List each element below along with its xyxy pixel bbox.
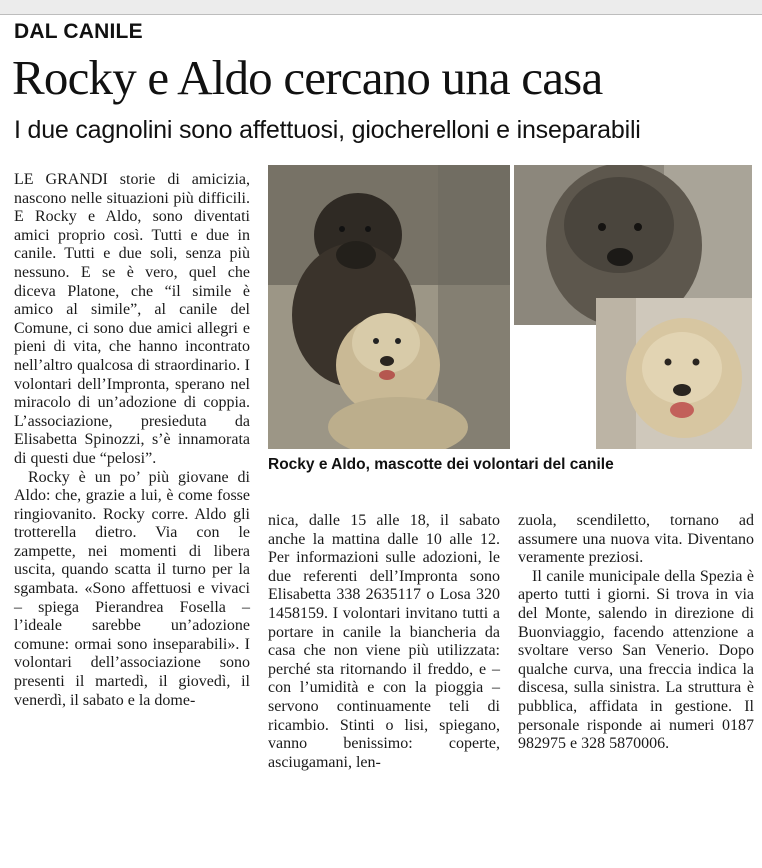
paragraph-1: [14, 171, 250, 469]
section-kicker: DAL CANILE: [14, 20, 143, 43]
photo-caption: Rocky e Aldo, mascotte dei volontari del canile: [268, 456, 614, 473]
article-headline: Rocky e Aldo cercano una casa: [12, 50, 603, 105]
paragraph-4: zuola, scendiletto, tornano ad assumere una nuova vita. Diventano veramente preziosi.: [518, 512, 754, 567]
article-subheadline: I due cagnolini sono affettuosi, giocherelloni e inseparabili: [14, 116, 641, 144]
article-column-3: [518, 512, 754, 754]
article-column-1: [14, 171, 250, 710]
paragraph-5: Il canile municipale della Spezia è aperto tutti i giorni. Si trova in via del Monte, salendo in direzione di Buonviaggio, facendo attenzione a svoltare verso San Venerio. Dopo qualche curva, una freccia indica la discesa, sulla sinistra. La struttura è pubblica, affidata in gestione. Il personale risponde ai numeri 0187 982975 e 328 5870006.: [518, 567, 754, 753]
photo-aldo-closeup: [596, 298, 752, 449]
article-column-2: [268, 512, 500, 772]
paragraph-2: Rocky è un po’ più giovane di Aldo: che, grazie a lui, è come fosse ringiovanito. Rocky corre. Aldo gli trotterella dietro. Via con le zampette, nei momenti di libera uscita, quando scatta il turno per la sgambata. «Sono affettuosi e vivaci – spiega Pierandrea Fosella – l’ideale sarebbe un’adozione comune: ormai sono inseparabili». I volontari dell’associazione sono presenti il martedì, il giovedì, il venerdì, il sabato e la dome-: [14, 468, 250, 709]
page-top-rule: [0, 14, 762, 15]
paragraph-3: nica, dalle 15 alle 18, il sabato anche la mattina dalle 10 alle 12. Per informazioni sulle adozioni, le due referenti dell’Impronta sono Elisabetta 338 2635117 o Losa 320 1458159. I volontari invitano tutti a portare in canile la biancheria da casa che non viene più utilizzata: perché sta ritornando il freddo, e – con l’umidità e con la pioggia – servono continuamente teli di ricambio. Stinti o lisi, spiegano, vanno benissimo: coperte, asciugamani, len-: [268, 512, 500, 771]
paragraph-1-body: storie di amicizia, nascono nelle situazioni più difficili. E Rocky e Aldo, sono diventati amici proprio così. Tutti e due in canile. Tutti e due soli, senza più nessuno. E se è vero, quel che diceva Platone, che “il simile è amico al simile”, al canile del Comune, ci sono due amici allegri e pieni di vita, che hanno incontrato nell’altro qualcosa di straordinario. I volontari dell’Impronta, sperano nel miracolo di un’adozione di coppia. L’associazione, presieduta da Elisabetta Spinozzi, s’è innamorata di questi due “pelosi”.: [14, 171, 250, 467]
photo-rocky-and-aldo: [268, 165, 510, 449]
lead-in-text: LE GRANDI: [14, 171, 108, 188]
page-top-band: [0, 0, 762, 14]
